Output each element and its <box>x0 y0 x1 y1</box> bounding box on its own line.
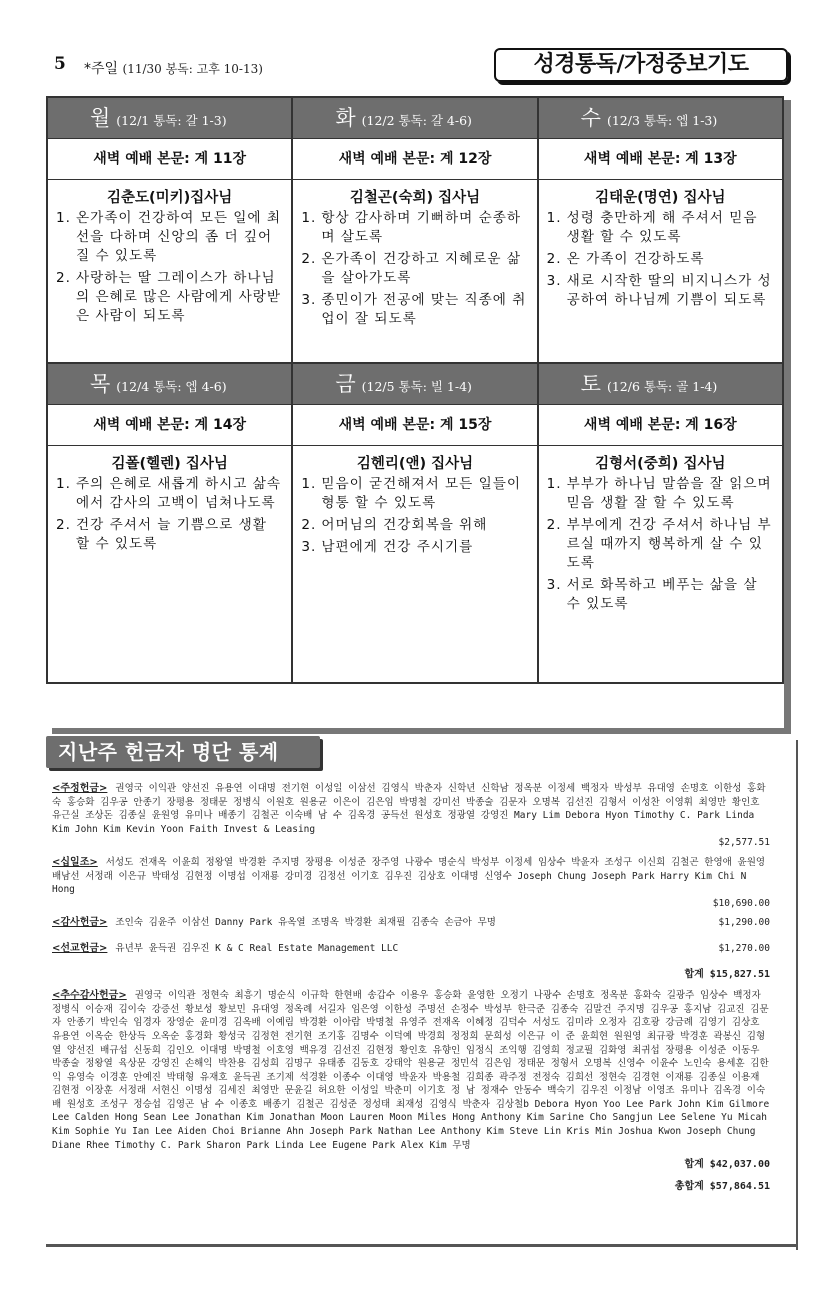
item-number: 2. <box>546 251 562 267</box>
prayer-list <box>56 475 283 554</box>
item-number: 3. <box>301 539 317 555</box>
day-reading: (12/1 통독: 갈 1-3) <box>116 113 227 128</box>
day-reading: (12/3 통독: 엡 1-3) <box>606 113 718 128</box>
prayer-list <box>301 475 528 557</box>
week-row-2 <box>48 364 782 682</box>
day-reading: (12/6 통독: 골 1-4) <box>606 379 718 394</box>
dawn-service-verse: 새벽 예배 본문: 계 12장 <box>293 138 536 180</box>
item-number: 2. <box>56 270 71 286</box>
bottom-rule <box>46 1244 798 1247</box>
day-header <box>293 98 536 138</box>
item-text: 믿음이 굳건해져서 모든 일들이 형통 할 수 있도록 <box>321 476 522 511</box>
prayer-item <box>56 209 283 266</box>
grand-total: 총합계 $57,864.51 <box>674 1180 770 1192</box>
prayer-item <box>301 209 528 247</box>
day-reading: (12/4 통독: 엡 4-6) <box>116 379 227 394</box>
deacon-name: 김형서(중희) 집사님 <box>595 456 726 472</box>
item-text: 부부에게 건강 주셔서 하나님 부르실 때까지 행복하게 살 수 있도록 <box>566 517 772 571</box>
offering-list <box>52 782 770 1201</box>
grid-shadow-right <box>784 100 791 728</box>
day-reading: (12/5 통독: 빌 1-4) <box>361 379 472 394</box>
day-cell-wed <box>539 98 782 362</box>
deacon-name: 김태운(명연) 집사님 <box>595 190 726 206</box>
item-text: 새로 시작한 딸의 비지니스가 성공하여 하나님께 기쁨이 되도록 <box>566 273 772 308</box>
section-title: 성경통독/가정중보기도 <box>494 48 788 82</box>
dawn-service-verse: 새벽 예배 본문: 계 16장 <box>539 404 782 446</box>
item-text: 온 가족이 건강하도록 <box>566 251 705 267</box>
deacon-name: 김폴(헬렌) 집사님 <box>111 456 228 472</box>
prayer-item <box>547 209 774 247</box>
item-text: 사랑하는 딸 그레이스가 하나님의 은혜로 많은 사람에게 사랑받은 사람이 되도록 <box>76 270 281 324</box>
deacon-name: 김철곤(숙희) 집사님 <box>349 190 481 206</box>
prayer-item <box>301 475 528 513</box>
prayer-list <box>547 209 774 310</box>
offering-label: <십일조> <box>52 856 98 868</box>
prayer-body <box>293 180 536 362</box>
tithe-offering <box>52 856 770 910</box>
day-header <box>539 98 782 138</box>
page-number: 5 <box>54 54 66 74</box>
day-cell-tue <box>293 98 538 362</box>
day-header <box>293 364 536 404</box>
prayer-list <box>56 209 283 326</box>
item-number: 3. <box>301 292 317 308</box>
item-number: 3. <box>546 577 562 593</box>
sunday-label: *주일 <box>84 61 119 77</box>
dawn-service-verse: 새벽 예배 본문: 계 14장 <box>48 404 291 446</box>
prayer-item <box>301 291 528 329</box>
day-cell-fri <box>293 364 538 682</box>
item-text: 주의 은혜로 새롭게 하시고 삶속에서 감사의 고백이 넘쳐나도록 <box>76 476 281 511</box>
subtotal: 합계 $15,827.51 <box>684 968 770 980</box>
offering-names: 권영국 이익관 양선진 유용연 이대명 전기현 이성일 이삼선 김영식 박춘자 신학년 신학남 정옥분 이정세 백정자 박성부 유대영 손명호 이한성 홍화숙 홍승화 김우공 안종기 장평용 정태문 정병식 이원호 원용균 이은이 김은임 박명철 강미선 박종술 김문자 오명복 김선진 김형서 이성찬 이영휘 최영만 황인호 유근실 조상돈 김종실 윤원영 유미나 배종기 김철곤 이숙배 남 수 김옥경 공득선 원성호 정광열 강영진 Mary Lim Debora Hyon Timothy C. Park Linda Kim John Kim Kevin Yoon Faith Invest & Leasing <box>52 783 766 835</box>
prayer-item <box>547 272 774 310</box>
day-cell-sat <box>539 364 782 682</box>
sunday-offering <box>52 782 770 850</box>
prayer-item <box>301 250 528 288</box>
dawn-service-verse: 새벽 예배 본문: 계 11장 <box>48 138 291 180</box>
prayer-item <box>301 516 528 535</box>
item-text: 서로 화목하고 베푸는 삶을 살 수 있도록 <box>566 577 758 612</box>
offering-label: <추수감사헌금> <box>52 990 127 1002</box>
item-text: 항상 감사하며 기뻐하며 순종하며 살도록 <box>321 210 522 245</box>
offering-amount: $2,577.51 <box>718 837 770 849</box>
day-name: 토 <box>580 372 601 396</box>
thanksgiving-total: 합계 $42,037.00 <box>684 1159 770 1171</box>
day-reading: (12/2 통독: 갈 4-6) <box>361 113 472 128</box>
page-header <box>46 48 791 88</box>
item-text: 남편에게 건강 주시기를 <box>321 539 474 555</box>
prayer-body <box>48 180 291 362</box>
thanks-offering <box>52 916 770 930</box>
offering-names: 서성도 전재옥 이윤희 정왕열 박경환 주지명 장평용 이성준 장주영 나광수 명순식 박성부 이정세 임상수 박윤자 조성구 이신희 김철곤 한영애 윤원영 배남선 서정래 이은규 박태성 김현정 이명섭 이재룡 강미경 김정선 이기호 김우진 김상호 이대명 신영수 Joseph Chung Joseph Park Harry Kim Chi N Hong <box>52 856 766 896</box>
item-number: 1. <box>301 476 317 492</box>
week-row-1 <box>48 98 782 364</box>
day-cell-mon <box>48 98 293 362</box>
day-cell-thu <box>48 364 293 682</box>
deacon-name: 김헨리(앤) 집사님 <box>356 456 474 472</box>
item-text: 온가족이 건강하여 모든 일에 최선을 다하며 신앙의 좀 더 깊어질 수 있도록 <box>76 210 281 264</box>
prayer-calendar-grid <box>46 96 784 684</box>
prayer-item <box>56 269 283 326</box>
prayer-item <box>547 475 774 513</box>
offering-names: 권영국 이익관 정현숙 최흥기 명순식 이규학 한현배 송갑수 이용우 홍승화 윤영한 오정기 나광수 손명호 정옥분 홍화숙 길광주 임상수 백정자 정병식 이승재 김이숙 강증선 황보성 황보민 유대영 정옥례 서길자 임은영 이한성 주명선 손정수 박성부 한극준 김종숙 김말건 주지명 김우공 홍지남 김교진 김문자 안종기 박인숙 임경자 장영순 윤미경 김옥배 이예림 박경환 이아람 박명철 유영주 전재옥 이혜정 김덕수 서성도 김미라 오정자 김호광 강금례 김영기 김상호 유용연 이옥순 한상득 오옥순 홍경화 황성국 김정현 전기현 조기홍 김명수 이덕예 박경희 정정희 문희성 이은규 이 준 윤희현 원원영 최규광 박경훈 곽봉신 김형열 양선진 배규섭 신동희 김인오 이대명 박명철 이호영 백유경 김선진 김현정 황인호 유향인 임정식 조익행 김영희 정교필 김화영 최귀섭 장평용 이성준 이동우 박종술 정왕열 육상문 강영진 손해익 박찬용 김성희 김명구 유태종 김동호 강태악 원용균 정민석 김은임 정태문 정형서 오명복 신영수 이윤수 노인숙 용세훈 김한익 유영숙 이경훈 안예진 박태형 유재호 윤득권 조기제 석경환 이종수 이대영 박윤자 박용철 김희종 곽주정 전정숙 김희선 정현숙 김경현 이재룡 김종실 이용재 김현정 이장훈 서정래 서현신 이명성 김세진 최영만 문윤길 허요한 이성일 박춘미 이기호 정 남 정재수 안동수 백숙기 김우진 이정남 이영조 유미나 김옥경 이숙배 원성호 조성구 정승섭 김영곤 남 수 이종호 배종기 김철곤 김성준 정성태 최재성 김영식 박춘자 김상철b Debora Hyon Yoo Lee Park John Kim Gilmore Lee Calden Hong Sean Lee Jonathan Kim Jonathan Moon Lauren Moon Miles Hong Anthony Kim Sarine Cho Sangjun Lee Selene Yu Micah Kim Sophie Yu Ian Lee Aiden Choi Brianne Ahn Joseph Park Nathan Lee Anthony Kim Steve Lin Kris Min Joshua Kwon Joseph Chung Diane Rhee Timothy C. Park Sharon Park Linda Lee Eugene Park Alex Kim 무명 <box>52 990 770 1151</box>
prayer-body <box>48 446 291 682</box>
sunday-reading <box>84 58 263 78</box>
prayer-item <box>547 576 774 614</box>
item-number: 2. <box>56 517 71 533</box>
prayer-list <box>301 209 528 329</box>
day-name: 목 <box>90 372 111 396</box>
offering-amount: $10,690.00 <box>712 897 770 909</box>
dawn-service-verse: 새벽 예배 본문: 계 13장 <box>539 138 782 180</box>
thanksgiving-offering <box>52 989 770 1152</box>
day-name: 수 <box>580 106 601 130</box>
dawn-service-verse: 새벽 예배 본문: 계 15장 <box>293 404 536 446</box>
day-name: 금 <box>335 372 356 396</box>
grid-shadow-bottom <box>52 728 791 734</box>
item-number: 1. <box>546 476 562 492</box>
prayer-item <box>547 250 774 269</box>
item-number: 2. <box>546 517 562 533</box>
prayer-item <box>56 475 283 513</box>
offering-amount: $1,290.00 <box>718 917 770 929</box>
prayer-body <box>539 180 782 362</box>
item-text: 어머님의 건강회복을 위해 <box>321 517 488 533</box>
sunday-reading-text: (11/30 봉독: 고후 10-13) <box>122 62 263 76</box>
item-number: 1. <box>56 210 71 226</box>
item-number: 2. <box>301 517 317 533</box>
item-text: 부부가 하나님 말씀을 잘 읽으며 믿음 생활 잘 할 수 있도록 <box>566 476 772 511</box>
item-text: 성령 충만하게 해 주셔서 믿음 생활 할 수 있도록 <box>566 210 758 245</box>
item-text: 온가족이 건강하고 지혜로운 삶을 살아가도록 <box>321 251 522 286</box>
day-header <box>48 98 291 138</box>
item-number: 1. <box>301 210 317 226</box>
offering-names: 조인숙 김윤주 이삼선 Danny Park 유옥열 조명옥 박경환 최재필 김종숙 손금아 무명 <box>115 917 496 929</box>
offering-names: 유년부 윤득권 김우진 K & C Real Estate Management LLC <box>115 942 399 954</box>
item-text: 종민이가 전공에 맞는 직종에 취업이 잘 되도록 <box>321 292 527 327</box>
item-number: 2. <box>301 251 317 267</box>
item-number: 1. <box>56 476 71 492</box>
item-text: 건강 주셔서 늘 기쁨으로 생활 할 수 있도록 <box>76 517 267 552</box>
prayer-list <box>547 475 774 614</box>
offering-label: <선교헌금> <box>52 942 108 954</box>
offering-stats-title: 지난주 헌금자 명단 통계 <box>46 736 320 768</box>
day-header <box>48 364 291 404</box>
deacon-name: 김춘도(미키)집사님 <box>107 190 233 206</box>
prayer-item <box>301 538 528 557</box>
day-name: 월 <box>90 106 111 130</box>
offering-label: <감사헌금> <box>52 917 108 929</box>
prayer-body <box>539 446 782 682</box>
item-number: 3. <box>546 273 562 289</box>
item-number: 1. <box>546 210 562 226</box>
mission-offering <box>52 942 770 956</box>
offering-label: <주정헌금> <box>52 783 108 794</box>
day-header <box>539 364 782 404</box>
side-rule <box>796 740 798 1250</box>
prayer-body <box>293 446 536 682</box>
day-name: 화 <box>335 106 356 130</box>
offering-amount: $1,270.00 <box>718 942 770 954</box>
prayer-item <box>547 516 774 573</box>
prayer-item <box>56 516 283 554</box>
